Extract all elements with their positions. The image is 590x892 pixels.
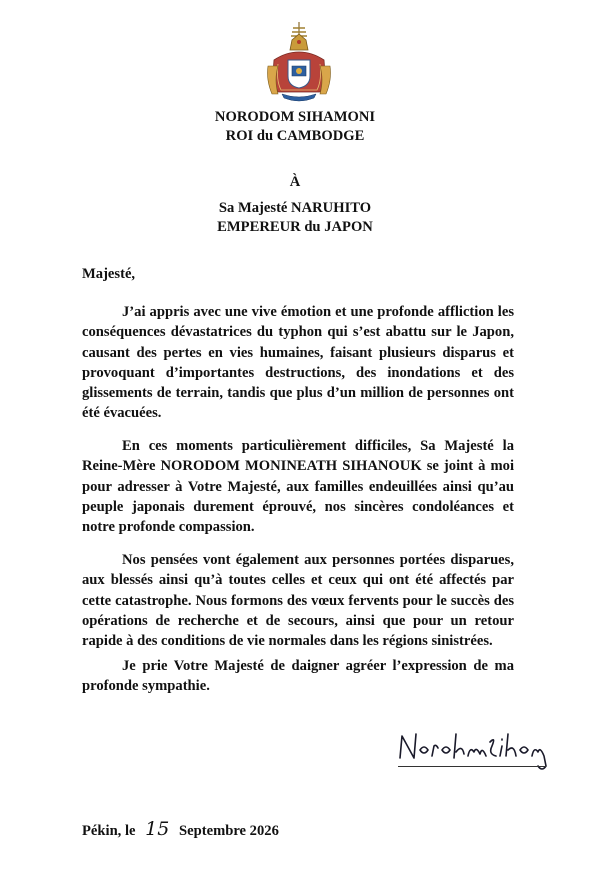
closing-paragraph: Je prie Votre Majesté de daigner agréer l’expression de ma profonde sympathie.	[82, 658, 514, 695]
body-paragraph-2: En ces moments particulièrement difficiles, Sa Majesté la Reine-Mère NORODOM MONINEATH SIHANOUK se joint à moi pour adresser à Votre Majesté, aux familles endeuillées ainsi qu’au peuple japonais durement éprouvé, nos sincères condoléances et notre profonde compassion.	[82, 438, 514, 536]
signature-underline	[398, 766, 546, 767]
body-paragraph-1: J’ai appris avec une vive émotion et une profonde affliction les conséquences dévastatrices du typhon qui s’est abattu sur le Japon, causant des pertes en vies humaines, faisant plusieurs disparus et provoquant d’importantes destructions, des inondations et des glissements de terrain, tandis que plus d’un million de personnes ont été évacuées.	[82, 304, 514, 422]
salutation: Majesté,	[82, 266, 136, 282]
body-paragraph-3: Nos pensées vont également aux personnes portées disparues, aux blessés ainsi qu’à toutes celles et ceux qui ont été affectés par cette catastrophe. Nous formons des vœux fervents pour le succès des opérations de recherche et de secours, ainsi que pour un retour rapide à des conditions de vie normales dans les régions sinistrées.	[82, 552, 514, 650]
sender-title: ROI du CAMBODGE	[225, 128, 365, 144]
recipient-line-2: EMPEREUR du JAPON	[217, 219, 373, 235]
addressee-preposition: À	[289, 174, 301, 190]
dateline	[82, 818, 279, 840]
date-day-handwritten: 15	[145, 818, 170, 840]
sender-name: NORODOM SIHAMONI	[214, 109, 376, 125]
date-month-year: Septembre 2026	[179, 823, 279, 839]
date-place: Pékin, le	[82, 823, 136, 839]
royal-coat-of-arms-icon	[264, 20, 334, 104]
recipient-line-1: Sa Majesté NARUHITO	[218, 200, 372, 216]
